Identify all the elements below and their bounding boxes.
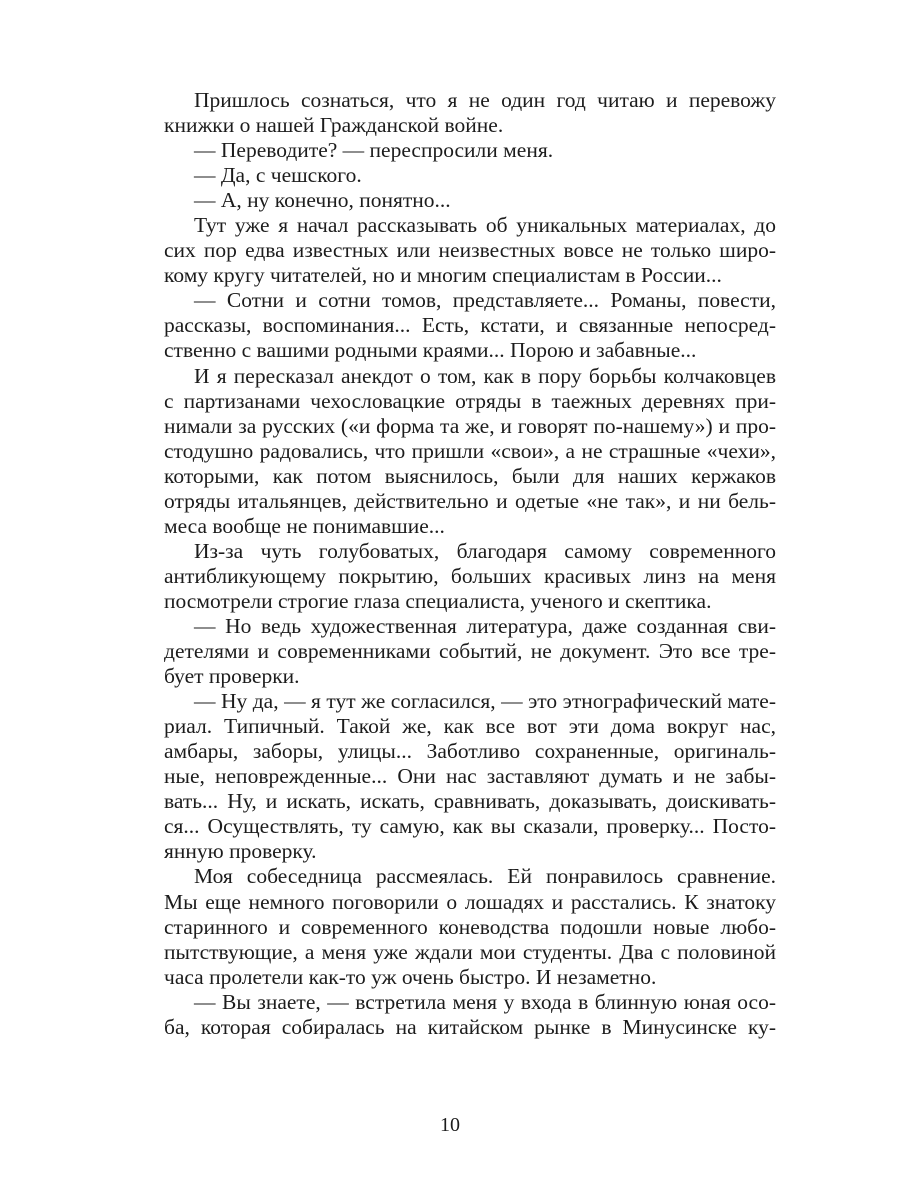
text-line: ся... Осуществлять, ту самую, как вы сказали, проверку... Посто- [164, 814, 776, 839]
text-line: амбары, заборы, улицы... Заботливо сохраненные, оригиналь- [164, 739, 776, 764]
text-line: — Вы знаете, — встретила меня у входа в блинную юная осо- [194, 989, 776, 1014]
text-line: с партизанами чехословацкие отряды в таежных деревнях при- [164, 388, 776, 413]
text-line: риал. Типичный. Такой же, как все вот эти дома вокруг нас, [164, 714, 776, 739]
text-line: антибликующему покрытию, больших красивых линз на меня [164, 563, 776, 588]
text-line: детелями и современниками событий, не документ. Это все тре- [164, 639, 776, 664]
text-line: Мы еще немного поговорили о лошадях и расстались. К знатоку [164, 889, 776, 914]
text-line: Моя собеседница рассмеялась. Ей понравилось сравнение. [194, 864, 776, 889]
text-line: которыми, как потом выяснилось, были для наших кержаков [164, 463, 776, 488]
body-text [164, 88, 776, 1040]
text-line: ба, которая собиралась на китайском рынке в Минусинске ку- [164, 1014, 776, 1039]
text-line: — Да, с чешского. [194, 163, 362, 188]
text-line: нимали за русских («и форма та же, и говорят по-нашему») и про- [164, 413, 776, 438]
text-line: бует проверки. [164, 664, 300, 689]
text-line: янную проверку. [164, 839, 317, 864]
text-line: старинного и современного коневодства подошли новые любо- [164, 914, 776, 939]
text-line: ные, неповрежденные... Они нас заставляют думать и не забы- [164, 764, 776, 789]
text-line: Пришлось сознаться, что я не один год читаю и перевожу [194, 88, 776, 112]
text-line: книжки о нашей Гражданской войне. [164, 113, 504, 138]
text-line: — А, ну конечно, понятно... [194, 188, 451, 213]
text-line: ственно с вашими родными краями... Порою и забавные... [164, 338, 697, 363]
text-line: меса вообще не понимавшие... [164, 513, 445, 538]
text-line: рассказы, воспоминания... Есть, кстати, и связанные непосред- [164, 313, 776, 338]
text-line: Тут уже я начал рассказывать об уникальных материалах, до [194, 213, 776, 238]
text-line: отряды итальянцев, действительно и одетые «не так», и ни бель- [164, 488, 776, 513]
text-line: — Но ведь художественная литература, даже созданная сви- [194, 613, 776, 638]
text-line: Из-за чуть голубоватых, благодаря самому современного [194, 538, 776, 563]
text-line: часа пролетели как-то уж очень быстро. И незаметно. [164, 964, 657, 989]
text-line: пытствующие, а меня уже ждали мои студенты. Два с половиной [164, 939, 776, 964]
text-line: кому кругу читателей, но и многим специалистам в России... [164, 263, 722, 288]
text-line: И я пересказал анекдот о том, как в пору борьбы колчаковцев [194, 363, 776, 388]
text-line: посмотрели строгие глаза специалиста, ученого и скептика. [164, 588, 712, 613]
page-number: 10 [440, 1114, 460, 1136]
text-line: вать... Ну, и искать, искать, сравнивать, доказывать, доискивать- [164, 789, 776, 814]
text-line: — Переводите? — переспросили меня. [194, 138, 554, 163]
text-line: сих пор едва известных или неизвестных вовсе не только широ- [164, 238, 776, 263]
text-line: стодушно радовались, что пришли «свои», а не страшные «чехи», [164, 438, 776, 463]
text-line: — Сотни и сотни томов, представляете... Романы, повести, [194, 288, 776, 313]
text-line: — Ну да, — я тут же согласился, — это этнографический мате- [194, 689, 776, 714]
